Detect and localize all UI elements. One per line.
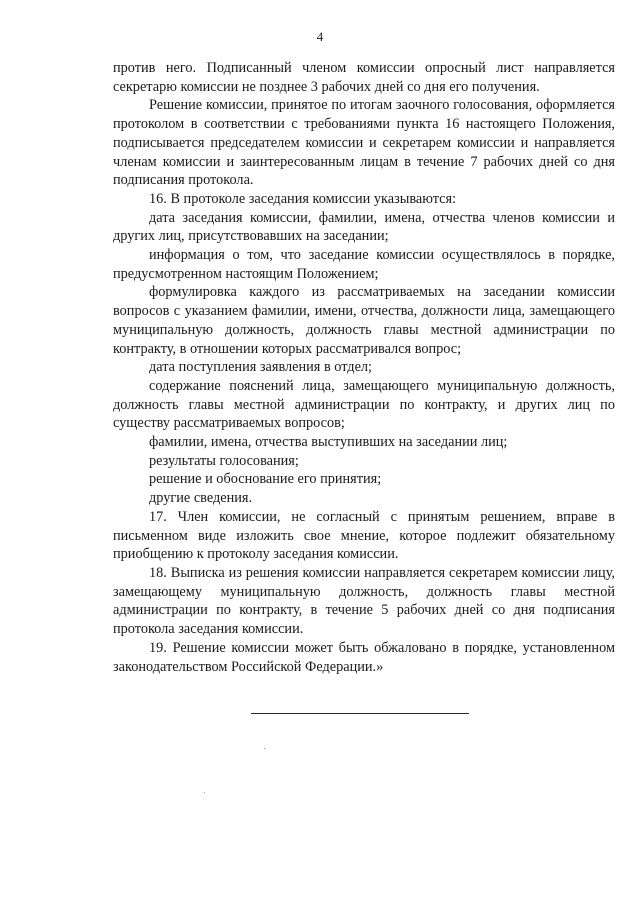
- paragraph-17: 17. Член комиссии, не согласный с принятым решением, вправе в письменном виде изложить свое мнение, которое подлежит обязательному приобщению к протоколу заседания комиссии.: [113, 508, 615, 563]
- paragraph-18: 18. Выписка из решения комиссии направляется секретарем комиссии лицу, замещающему муниципальную должность, должность главы местной администрации по контракту, в течение 5 рабочих дней со дня подписания протокола заседания комиссии.: [113, 564, 615, 638]
- paragraph-absentee-vote-decision: Решение комиссии, принятое по итогам заочного голосования, оформляется протоколом в соответствии с требованиями пункта 16 настоящего Положения, подписывается председателем комиссии и секретарем комиссии и направляется членам комиссии и заинтересованным лицам в течение 7 рабочих дней со дня подписания протокола.: [113, 97, 615, 189]
- list-item: дата заседания комиссии, фамилии, имена, отчества членов комиссии и других лиц, присутствовавших на заседании;: [113, 209, 615, 245]
- list-item: другие сведения.: [149, 490, 253, 507]
- list-item: содержание пояснений лица, замещающего муниципальную должность, должность главы местной администрации по контракту, и других лиц по существу рассматриваемых вопросов;: [113, 377, 615, 432]
- closing-rule: [251, 713, 469, 714]
- scan-speck: [204, 792, 205, 793]
- paragraph-continuation: против него. Подписанный членом комиссии опросный лист направляется секретарю комиссии не позднее 3 рабочих дней со дня его получения.: [113, 60, 615, 95]
- paragraph-16-heading: 16. В протоколе заседания комиссии указываются:: [149, 190, 457, 207]
- list-item: решение и обоснование его принятия;: [149, 471, 382, 488]
- list-item: результаты голосования;: [149, 452, 299, 469]
- page-number: 4: [316, 29, 324, 44]
- scan-speck: [264, 748, 265, 749]
- document-body: [113, 59, 615, 676]
- list-item: дата поступления заявления в отдел;: [149, 359, 373, 376]
- list-item: информация о том, что заседание комиссии осуществлялось в порядке, предусмотренном настоящим Положением;: [113, 247, 615, 282]
- list-item: формулировка каждого из рассматриваемых на заседании комиссии вопросов с указанием фамилии, имени, отчества, должности лица, замещающего муниципальную должность, должность главы местной администрации по контракту, в отношении которых рассматривался вопрос;: [113, 284, 615, 357]
- list-item: фамилии, имена, отчества выступивших на заседании лиц;: [149, 434, 508, 451]
- paragraph-19: 19. Решение комиссии может быть обжаловано в порядке, установленном законодательством Российской Федерации.»: [113, 639, 615, 675]
